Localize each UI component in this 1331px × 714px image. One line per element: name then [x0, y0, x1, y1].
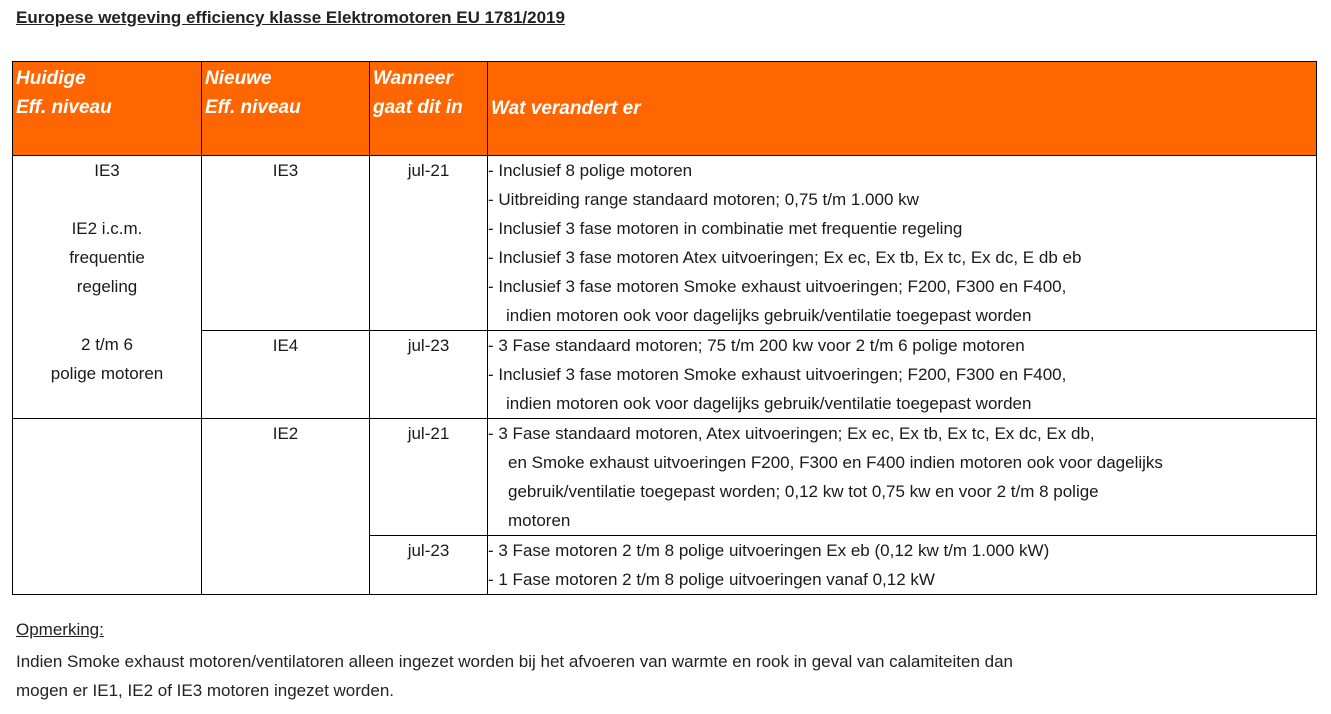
current-level-cell: IE3 IE2 i.c.m. frequentie regeling 2 t/m 6 polige motoren — [13, 156, 202, 419]
new-level-cell: IE2 — [202, 419, 370, 595]
header-current-level: Huidige Eff. niveau — [13, 62, 202, 156]
changes-cell: - 3 Fase standaard motoren, Atex uitvoeringen; Ex ec, Ex tb, Ex tc, Ex dc, Ex db, en Smoke exhaust uitvoeringen F200, F300 en F400 indien motoren ook voor dagelijks gebruik/ventilatie toegepast worden; 0,12 kw tot 0,75 kw en voor 2 t/m 8 polige motoren — [488, 419, 1317, 536]
header-when: Wanneer gaat dit in — [370, 62, 488, 156]
table-row — [13, 331, 1317, 419]
changes-cell: - Inclusief 8 polige motoren - Uitbreiding range standaard motoren; 0,75 t/m 1.000 kw - Inclusief 3 fase motoren in combinatie met frequentie regeling - Inclusief 3 fase motoren Atex uitvoeringen; Ex ec, Ex tb, Ex tc, Ex dc, E db eb - Inclusief 3 fase motoren Smoke exhaust uitvoeringen; F200, F300 en F400, indien motoren ook voor dagelijks gebruik/ventilatie toegepast worden — [488, 156, 1317, 331]
header-what-changes: Wat verandert er — [488, 62, 1317, 156]
date-cell: jul-21 — [370, 156, 488, 331]
note-label: Opmerking: — [16, 620, 104, 639]
note-text: Indien Smoke exhaust motoren/ventilatoren alleen ingezet worden bij het afvoeren van warmte en rook in geval van calamiteiten dan mogen er IE1, IE2 of IE3 motoren ingezet worden. — [16, 652, 1013, 700]
table-row — [13, 156, 1317, 331]
regulation-table — [12, 61, 1317, 595]
date-cell: jul-21 — [370, 419, 488, 536]
changes-cell: - 3 Fase motoren 2 t/m 8 polige uitvoeringen Ex eb (0,12 kw t/m 1.000 kW) - 1 Fase motoren 2 t/m 8 polige uitvoeringen vanaf 0,12 kW — [488, 536, 1317, 595]
header-new-level: Nieuwe Eff. niveau — [202, 62, 370, 156]
table-header-row — [13, 62, 1317, 156]
table-row — [13, 419, 1317, 536]
page-title: Europese wetgeving efficiency klasse Elektromotoren EU 1781/2019 — [16, 8, 565, 27]
date-cell: jul-23 — [370, 331, 488, 419]
current-level-cell-empty — [13, 419, 202, 595]
new-level-cell: IE3 — [202, 156, 370, 331]
changes-cell: - 3 Fase standaard motoren; 75 t/m 200 kw voor 2 t/m 6 polige motoren - Inclusief 3 fase motoren Smoke exhaust uitvoeringen; F200, F300 en F400, indien motoren ook voor dagelijks gebruik/ventilatie toegepast worden — [488, 331, 1317, 419]
new-level-cell: IE4 — [202, 331, 370, 419]
date-cell: jul-23 — [370, 536, 488, 595]
